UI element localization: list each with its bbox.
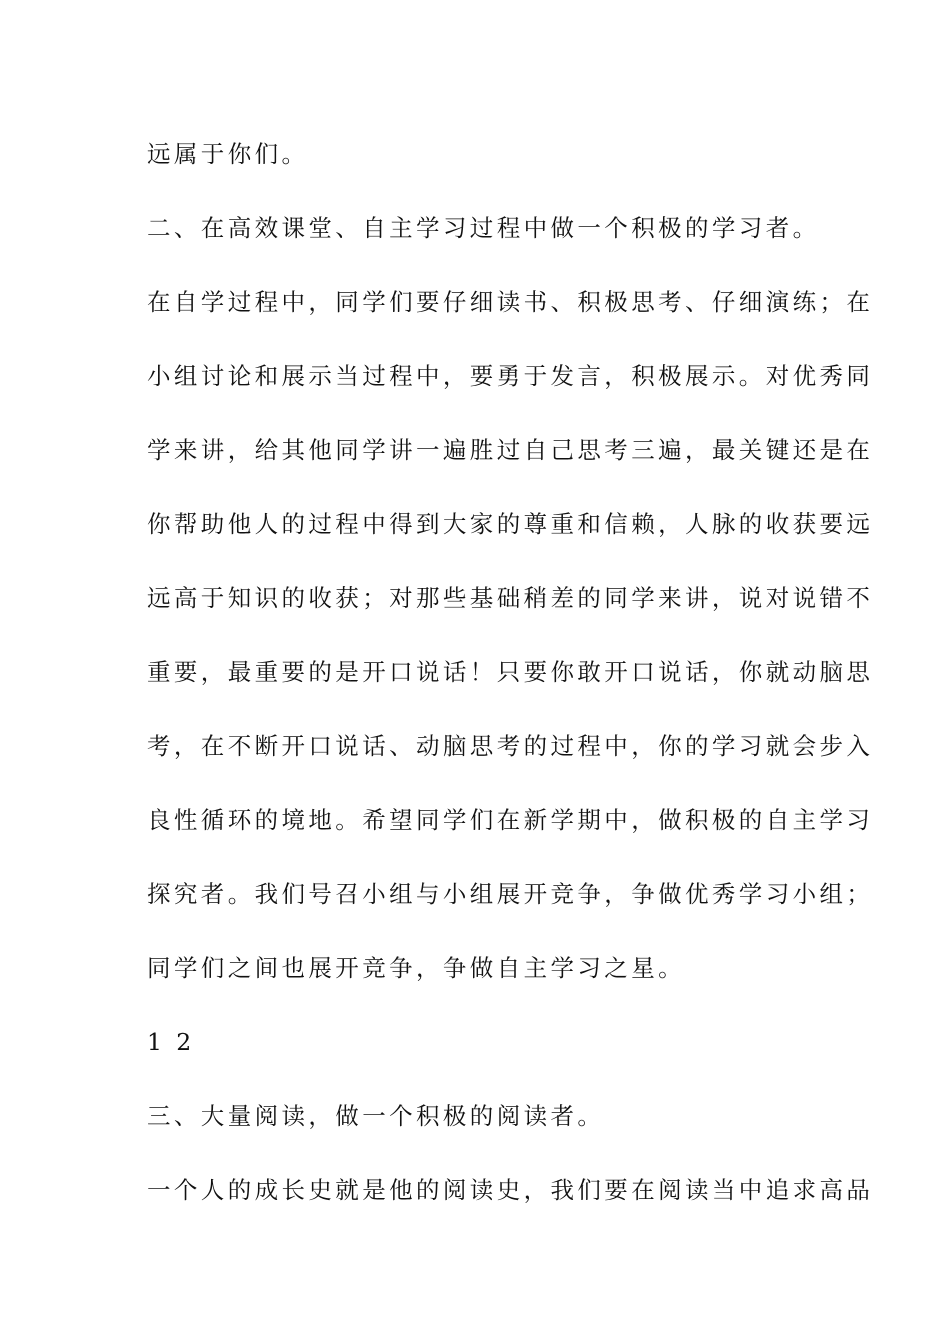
text-line-9: 考，在不断开口说话、动脑思考的过程中，你的学习就会步入 xyxy=(147,732,874,760)
text-line-3: 在自学过程中，同学们要仔细读书、积极思考、仔细演练；在 xyxy=(147,288,874,316)
text-line-7: 远高于知识的收获；对那些基础稍差的同学来讲，说对说错不 xyxy=(147,584,874,612)
section-heading-2: 二、在高效课堂、自主学习过程中做一个积极的学习者。 xyxy=(147,214,820,242)
section-heading-3: 三、大量阅读，做一个积极的阅读者。 xyxy=(147,1102,605,1130)
text-line-11: 探究者。我们号召小组与小组展开竞争，争做优秀学习小组； xyxy=(147,880,874,908)
document-body xyxy=(147,127,874,1237)
text-line-1: 远属于你们。 xyxy=(147,140,309,168)
text-line-12: 同学们之间也展开竞争，争做自主学习之星。 xyxy=(147,954,685,982)
page-number-marker: 1 2 xyxy=(147,1028,195,1056)
text-line-4: 小组讨论和展示当过程中，要勇于发言，积极展示。对优秀同 xyxy=(147,362,874,390)
text-line-5: 学来讲，给其他同学讲一遍胜过自己思考三遍，最关键还是在 xyxy=(147,436,874,464)
text-line-8: 重要，最重要的是开口说话！只要你敢开口说话，你就动脑思 xyxy=(147,658,874,686)
text-line-10: 良性循环的境地。希望同学们在新学期中，做积极的自主学习 xyxy=(147,806,874,834)
text-line-15: 一个人的成长史就是他的阅读史，我们要在阅读当中追求高品 xyxy=(147,1176,874,1204)
text-line-6: 你帮助他人的过程中得到大家的尊重和信赖，人脉的收获要远 xyxy=(147,510,874,538)
